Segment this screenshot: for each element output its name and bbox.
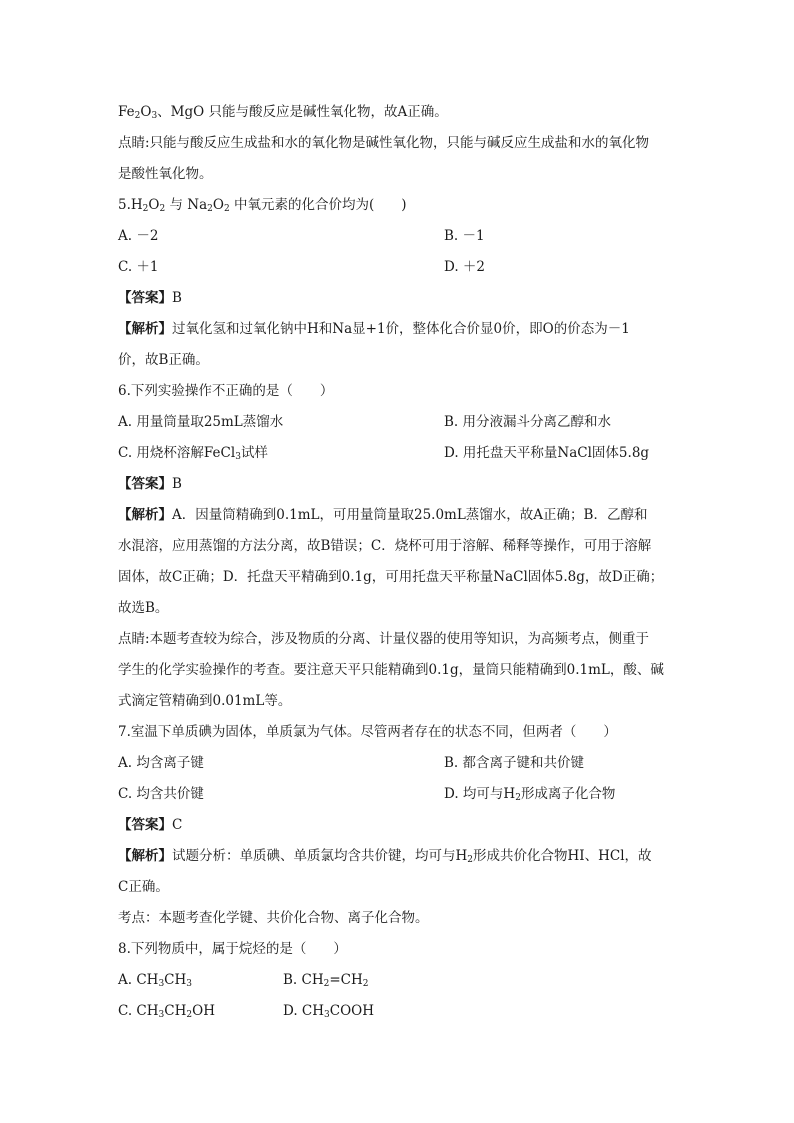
q8-options-row-2: [118, 996, 678, 1027]
q6-answer: 【答案】B: [118, 476, 182, 492]
q7-options-row-2: [118, 779, 678, 810]
q8-option-b: B. $CH_2=CH_2$: [283, 972, 369, 989]
q5-analysis-line-1: 【解析】过氧化氢和过氧化钠中H和Na显+1价，整体化合价显0价，即O的价态为－1: [118, 321, 630, 337]
q6-options-row-2: [118, 438, 678, 469]
q7-options-row-1: [118, 748, 678, 779]
q5-answer: 【答案】B: [118, 290, 182, 306]
q5-options-row-1: [118, 221, 678, 252]
q4-note-line-1: 点睛:只能与酸反应生成盐和水的氧化物是碱性氧化物，只能与碱反应生成盐和水的氧化物: [118, 135, 650, 151]
q8-option-a: A. $CH_3CH_3$: [118, 972, 193, 989]
q7-stem: 7.室温下单质碘为固体，单质氯为气体。尽管两者存在的状态不同，但两者（ ）: [118, 724, 617, 740]
q6-analysis-line-3: 固体，故C正确；D．托盘天平精确到0.1g，可用托盘天平称量NaCl固体5.8g，故D正确；: [118, 569, 664, 585]
q6-analysis-line-4: 故选B。: [118, 600, 169, 616]
q6-option-b: B. 用分液漏斗分离乙醇和水: [444, 414, 612, 430]
q6-note-line-2: 学生的化学实验操作的考查。要注意天平只能精确到0.1g，量筒只能精确到0.1mL，酸、碱: [118, 662, 664, 678]
q8-option-d: D. $CH_3COOH$: [283, 1003, 375, 1020]
q6-stem: 6.下列实验操作不正确的是（ ）: [118, 383, 334, 399]
q8-stem: 8.下列物质中，属于烷烃的是（ ）: [118, 941, 347, 957]
q6-option-c: C. 用烧杯溶解FeCl$_3$试样: [118, 445, 268, 462]
q7-option-b: B. 都含离子键和共价键: [444, 755, 585, 771]
q5-option-b: B. －1: [444, 228, 485, 244]
q7-analysis-line-2: C正确。: [118, 879, 169, 895]
q7-option-c: C. 均含共价键: [118, 786, 204, 802]
q5-options-row-2: [118, 252, 678, 283]
q5-option-a: A. －2: [118, 228, 159, 244]
q6-option-d: D. 用托盘天平称量NaCl固体5.8g: [444, 445, 650, 461]
q4-note-line-2: 是酸性氧化物。: [118, 166, 213, 182]
q4-conclusion-line: $Fe_2O_3$、MgO 只能与酸反应是碱性氧化物，故A正确。: [118, 104, 448, 121]
q5-analysis-line-2: 价，故B正确。: [118, 352, 209, 368]
q7-analysis-line-1: 【解析】试题分析：单质碘、单质氯均含共价键，均可与$H_2$形成共价化合物HI、HCl，故: [118, 848, 652, 865]
document-page: [118, 97, 678, 1027]
q8-option-c: C. $CH_3CH_2OH$: [118, 1003, 215, 1020]
q7-option-d: D. 均可与$H_2$形成离子化合物: [444, 786, 616, 803]
q7-answer: 【答案】C: [118, 817, 183, 833]
q5-option-c: C. ＋1: [118, 259, 159, 275]
q5-option-d: D. ＋2: [444, 259, 486, 275]
q7-kaodian: 考点：本题考查化学键、共价化合物、离子化合物。: [118, 910, 429, 926]
q6-analysis-line-2: 水混溶，应用蒸馏的方法分离，故B错误；C．烧杯可用于溶解、稀释等操作，可用于溶解: [118, 538, 652, 554]
q6-options-row-1: [118, 407, 678, 438]
q6-note-line-3: 式滴定管精确到0.01mL等。: [118, 693, 292, 709]
q6-option-a: A. 用量筒量取25mL蒸馏水: [118, 414, 284, 430]
q6-analysis-line-1: 【解析】A．因量筒精确到0.1mL，可用量筒量取25.0mL蒸馏水，故A正确；B．乙醇和: [118, 507, 648, 523]
q5-stem: $5.H_2O_2$ 与 $Na_2O_2$ 中氧元素的化合价均为( ): [118, 197, 407, 214]
q8-options-row-1: [118, 965, 678, 996]
q7-option-a: A. 均含离子键: [118, 755, 204, 771]
q6-note-line-1: 点睛:本题考查较为综合，涉及物质的分离、计量仪器的使用等知识，为高频考点，侧重于: [118, 631, 650, 647]
